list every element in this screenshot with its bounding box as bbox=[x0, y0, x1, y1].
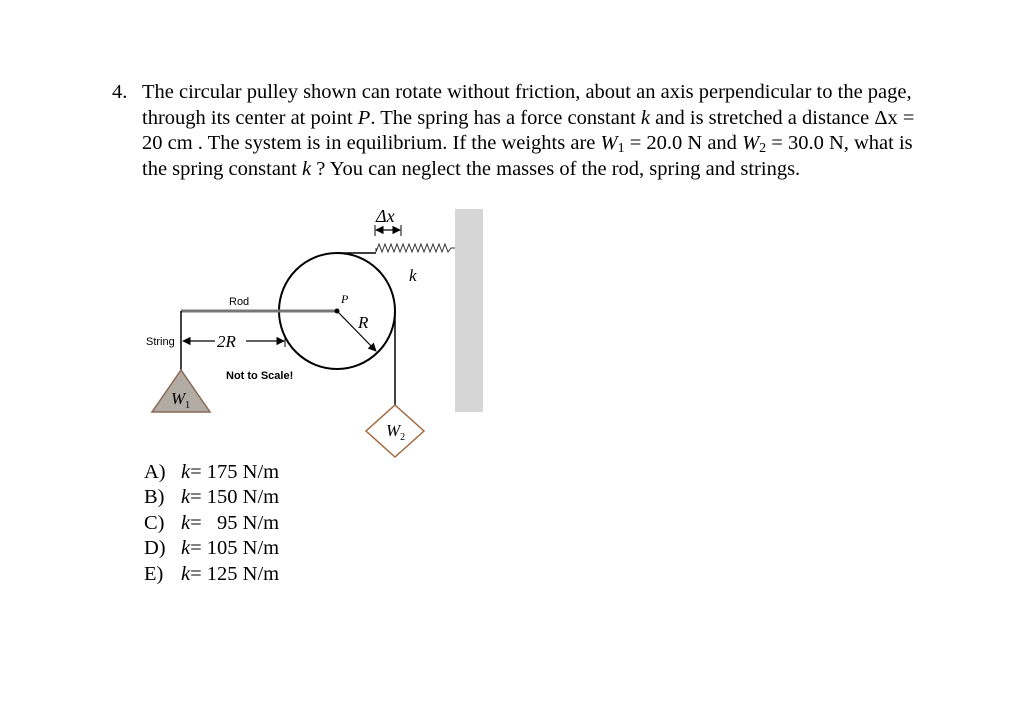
answer-e[interactable]: E) k= 125 N/m bbox=[144, 562, 280, 585]
two-r-label: 2R bbox=[217, 332, 236, 351]
spring-k-label: k bbox=[409, 266, 417, 285]
answer-a[interactable]: A) k= 175 N/m bbox=[144, 461, 280, 483]
point-p-label: P bbox=[341, 292, 349, 306]
radius-label: R bbox=[358, 313, 369, 332]
string-label: String bbox=[146, 336, 175, 348]
wall bbox=[455, 209, 483, 412]
answer-c[interactable]: C) k= 95 N/m bbox=[144, 511, 280, 534]
not-to-scale-note: Not to Scale! bbox=[226, 370, 294, 382]
spring bbox=[376, 244, 455, 252]
w2-label: $W_2$ bbox=[386, 421, 406, 443]
question-text: The circular pulley shown can rotate without friction, about an axis perpendicular to the page, through its center at point P. The spring has a force constant k and is stretched a distance Δx = 20 cm . The system is in equilibrium. If the weights are $W_1 = 20.0$ N and $W_2 = 30.0$ N, what is the spring constant k ? You can neglect the masses of the rod, spring and strings. bbox=[142, 81, 915, 180]
question-number: 4. bbox=[112, 81, 128, 103]
answer-d[interactable]: D) k= 105 N/m bbox=[144, 537, 280, 560]
answer-b[interactable]: B) k= 150 N/m bbox=[144, 486, 280, 509]
dx-label: Δx bbox=[376, 206, 395, 226]
w1-label: $W_1$ bbox=[171, 389, 191, 411]
rod-label: Rod bbox=[229, 296, 250, 308]
answer-choices bbox=[144, 460, 279, 587]
